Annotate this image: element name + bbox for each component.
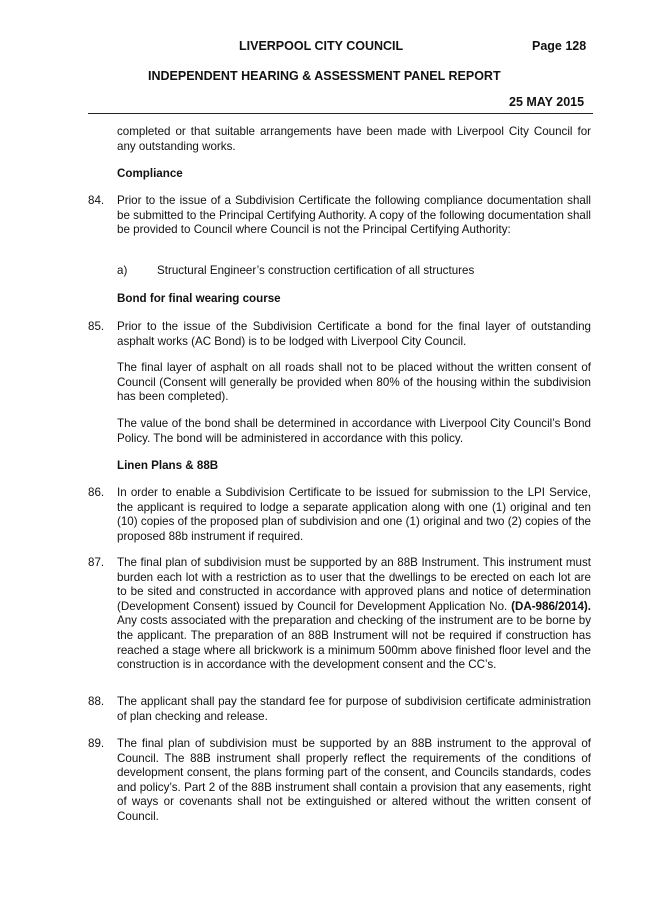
- item-85-text: Prior to the issue of the Subdivision Certificate a bond for the final layer of outstanding asphalt works (AC Bond) is to be lodged with Liverpool City Council.: [117, 320, 591, 348]
- item-84-sub-label: a): [117, 264, 128, 277]
- item-84-number: 84.: [88, 194, 105, 207]
- item-88-text: The applicant shall pay the standard fee for purpose of subdivision certificate administration of plan checking and release.: [117, 695, 591, 723]
- header-divider: [88, 113, 593, 114]
- report-date: 25 MAY 2015: [509, 95, 585, 109]
- item-86-text: In order to enable a Subdivision Certificate to be issued for submission to the LPI Service, the applicant is required to lodge a separate application along with one (1) original and ten (10) copies of the proposed plan of subdivision and one (1) original and two (2) copies of the proposed 88b instrument if required.: [117, 486, 591, 543]
- heading-linen-plans: Linen Plans & 88B: [117, 459, 219, 472]
- item-85-number: 85.: [88, 320, 105, 333]
- item-89-text: The final plan of subdivision must be supported by an 88B instrument to the approval of Council. The 88B instrument shall properly reflect the requirements of the conditions of development consent, the plans forming part of the consent, and Councils standards, codes and policy’s. Part 2 of the 88B instrument shall contain a provision that any easements, right of ways or covenants shall not be extinguished or altered without the written consent of Council.: [117, 737, 591, 823]
- item-87-text-before: The final plan of subdivision must be supported by an 88B Instrument. This instrument must burden each lot with a restriction as to user that the dwellings to be erected on each lot are to be sited and constructed in accordance with approved plans and notice of determination (Development Consent) issued by Council for Development Application No.: [117, 556, 591, 613]
- item-85-para-3: The value of the bond shall be determined in accordance with Liverpool City Council’s Bond Policy. The bond will be administered in accordance with this policy.: [117, 417, 591, 445]
- item-86-number: 86.: [88, 486, 105, 499]
- heading-bond: Bond for final wearing course: [117, 292, 281, 305]
- item-85-para-2: The final layer of asphalt on all roads shall not to be placed without the written consent of Council (Consent will generally be provided when 80% of the housing within the subdivision has been completed).: [117, 361, 591, 404]
- item-84-sub-text: Structural Engineer’s construction certification of all structures: [157, 264, 475, 277]
- report-title: INDEPENDENT HEARING & ASSESSMENT PANEL REPORT: [148, 69, 501, 83]
- item-89-number: 89.: [88, 737, 105, 750]
- page-number: Page 128: [532, 39, 587, 53]
- intro-continuation: completed or that suitable arrangements have been made with Liverpool City Council for any outstanding works.: [117, 125, 591, 153]
- item-87-text: [117, 556, 591, 673]
- item-87-number: 87.: [88, 556, 105, 569]
- item-88-number: 88.: [88, 695, 105, 708]
- heading-compliance: Compliance: [117, 167, 183, 180]
- item-84-text: Prior to the issue of a Subdivision Certificate the following compliance documentation shall be submitted to the Principal Certifying Authority. A copy of the following documentation shall be provided to Council where Council is not the Principal Certifying Authority:: [117, 194, 591, 237]
- item-87-da-reference: (DA-986/2014).: [511, 599, 591, 613]
- council-name: LIVERPOOL CITY COUNCIL: [239, 39, 404, 53]
- item-87-text-after: Any costs associated with the preparation and checking of the instrument are to be borne by the applicant. The preparation of an 88B Instrument will not be required if construction has reached a stage where all brickwork is a minimum 500mm above finished floor level and the construction is in accordance with the development consent and the CC’s.: [117, 614, 591, 672]
